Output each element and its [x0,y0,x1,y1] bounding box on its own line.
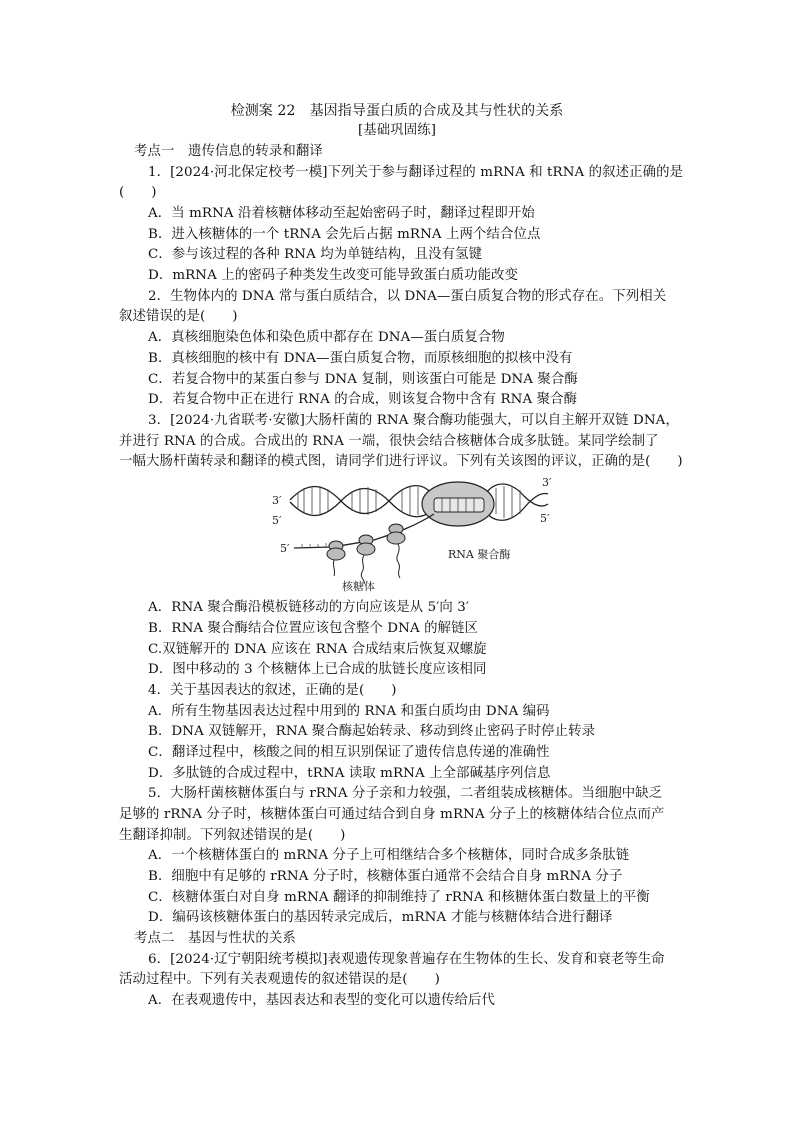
question-4-stem: 4．关于基因表达的叙述，正确的是( ) [148,683,397,698]
question-5-stem-cont1: 足够的 rRNA 分子时，核糖体蛋白可通过结合到自身 mRNA 分子上的核糖体结合位点而产 [119,807,665,822]
transcription-translation-figure [262,474,562,596]
question-1-option-a: A．当 mRNA 沿着核糖体移动至起始密码子时，翻译过程即开始 [148,206,535,221]
question-5-option-d: D．编码该核糖体蛋白的基因转录完成后，mRNA 才能与核糖体结合进行翻译 [148,910,613,925]
question-3-option-d: D．图中移动的 3 个核糖体上已合成的肽链长度应该相同 [148,662,487,677]
question-6-stem-cont: 活动过程中。下列有关表观遗传的叙述错误的是( ) [119,972,440,987]
page-subtitle: [基础巩固练] [357,123,437,138]
question-6-option-a: A．在表观遗传中，基因表达和表型的变化可以遗传给后代 [148,993,496,1008]
question-4-option-a: A．所有生物基因表达过程中用到的 RNA 和蛋白质均由 DNA 编码 [148,704,550,719]
question-1-stem: 1．[2024·河北保定校考一模]下列关于参与翻译过程的 mRNA 和 tRNA 的叙述正确的是 [148,165,684,180]
dna-strand-b [290,489,548,521]
label-5prime-mrna: 5′ [280,542,290,555]
label-rna-polymerase: RNA 聚合酶 [448,548,511,561]
question-2-option-a: A．真核细胞染色体和染色质中都存在 DNA—蛋白质复合物 [148,330,505,345]
section-heading-2: 考点二 基因与性状的关系 [134,931,296,946]
section-heading-1: 考点一 遗传信息的转录和翻译 [134,144,323,159]
question-4-option-c: C．翻译过程中，核酸之间的相互识别保证了遗传信息传递的准确性 [148,745,550,760]
question-5-option-c: C．核糖体蛋白对自身 mRNA 翻译的抑制维持了 rRNA 和核糖体蛋白数量上的平衡 [148,890,650,905]
question-2-option-c: C．若复合物中的某蛋白参与 DNA 复制，则该蛋白可能是 DNA 聚合酶 [148,372,578,387]
question-4-option-d: D．多肽链的合成过程中，tRNA 读取 mRNA 上全部碱基序列信息 [148,766,551,781]
label-ribosome: 核糖体 [342,580,375,593]
page-title: 检测案 22 基因指导蛋白质的合成及其与性状的关系 [230,103,564,119]
question-3-stem: 3．[2024·九省联考·安徽]大肠杆菌的 RNA 聚合酶功能强大，可以自主解开双链 DNA， [148,413,679,428]
label-5prime-right: 5′ [540,512,550,525]
question-5-option-b: B．细胞中有足够的 rRNA 分子时，核糖体蛋白通常不会结合自身 mRNA 分子 [148,869,623,884]
question-2-option-d: D．若复合物中正在进行 RNA 的合成，则该复合物中含有 RNA 聚合酶 [148,392,578,407]
label-3prime-left: 3′ [272,494,282,507]
question-2-option-b: B．真核细胞的核中有 DNA—蛋白质复合物，而原核细胞的拟核中没有 [148,351,573,366]
question-1-option-b: B．进入核糖体的一个 tRNA 会先后占据 mRNA 上两个结合位点 [148,227,541,242]
question-6-stem: 6．[2024·辽宁朝阳统考模拟]表观遗传现象普遍存在生物体的生长、发育和衰老等生命 [148,952,665,967]
question-1-option-d: D．mRNA 上的密码子种类发生改变可能导致蛋白质功能改变 [148,268,519,283]
peptide-chain-3 [397,544,400,578]
label-5prime-left: 5′ [272,514,282,527]
question-2-stem-cont: 叙述错误的是( ) [119,309,238,324]
question-3-option-c: C.双链解开的 DNA 应该在 RNA 合成结束后恢复双螺旋 [148,642,487,657]
question-4-option-b: B．DNA 双链解开，RNA 聚合酶起始转录、移动到终止密码子时停止转录 [148,724,596,739]
question-1-stem-cont: ( ) [119,185,157,200]
peptide-chain-1 [333,560,334,576]
dna-strand-a [290,484,548,514]
ribosome-1 [327,541,345,560]
ribosome-3 [387,524,405,544]
question-5-stem: 5．大肠杆菌核糖体蛋白与 rRNA 分子亲和力较强，二者组装成核糖体。当细胞中缺乏 [148,786,663,801]
ribosome-2 [357,535,375,555]
question-3-stem-cont1: 并进行 RNA 的合成。合成出的 RNA 一端，很快会结合核糖体合成多肽链。某同学绘制了 [119,434,659,449]
question-1-option-c: C．参与该过程的各种 RNA 均为单链结构，且没有氢键 [148,247,483,262]
question-3-stem-cont2: 一幅大肠杆菌转录和翻译的模式图，请同学们进行评议。下列有关该图的评议，正确的是( ) [119,454,683,469]
question-5-stem-cont2: 生翻译抑制。下列叙述错误的是( ) [119,828,346,843]
question-5-option-a: A．一个核糖体蛋白的 mRNA 分子上可相继结合多个核糖体，同时合成多条肽链 [148,848,630,863]
figure-svg [262,474,562,596]
label-3prime-right: 3′ [542,476,552,489]
question-3-option-b: B．RNA 聚合酶结合位置应该包含整个 DNA 的解链区 [148,621,479,636]
question-3-option-a: A．RNA 聚合酶沿模板链移动的方向应该是从 5′向 3′ [148,600,469,615]
question-2-stem: 2．生物体内的 DNA 常与蛋白质结合，以 DNA—蛋白质复合物的形式存在。下列相关 [148,289,667,304]
transcription-bubble [434,498,484,512]
